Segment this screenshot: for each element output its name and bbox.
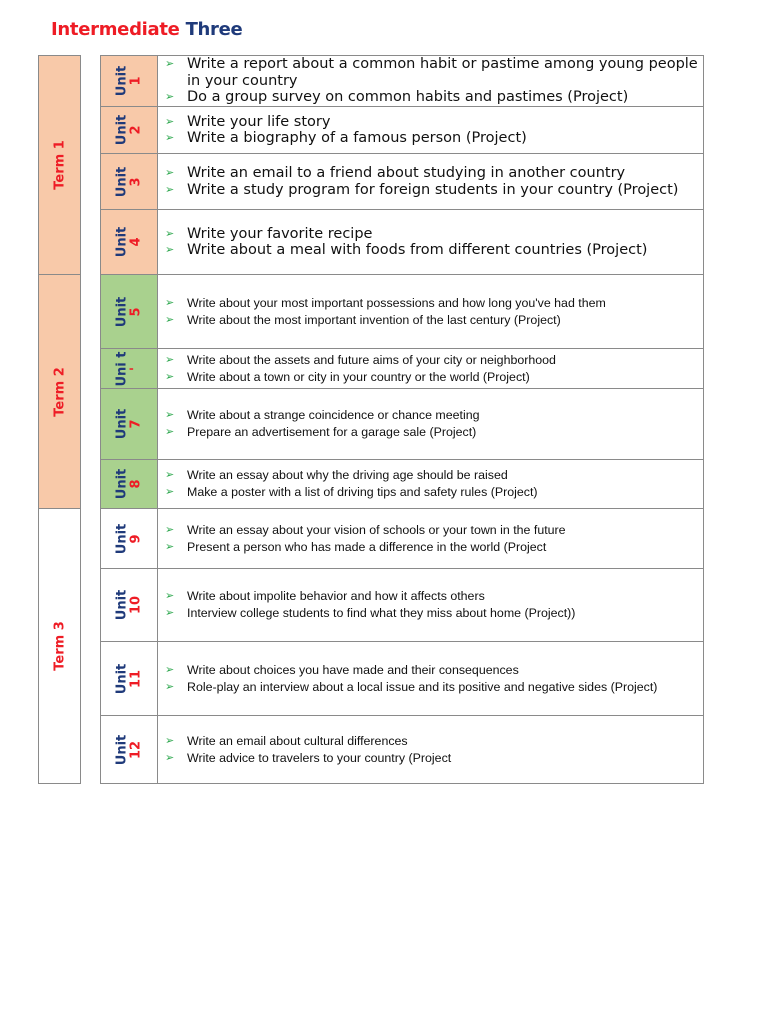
list-item bbox=[165, 182, 703, 199]
task-text: Write your life story bbox=[187, 113, 331, 130]
arrow-bullet-icon: ➢ bbox=[165, 57, 175, 71]
unit-label bbox=[115, 351, 142, 386]
unit-label-cell bbox=[101, 642, 158, 715]
list-item bbox=[165, 89, 703, 106]
list-item bbox=[165, 295, 703, 312]
arrow-bullet-icon: ➢ bbox=[165, 370, 175, 383]
unit-number: 7 bbox=[128, 419, 143, 429]
task-text: Interview college students to find what they miss about home (Project)) bbox=[187, 606, 576, 620]
table-row bbox=[100, 154, 704, 210]
unit-word: Unit bbox=[114, 663, 130, 694]
unit-word: Unit bbox=[114, 734, 130, 765]
list-item bbox=[165, 226, 703, 243]
unit-tasks bbox=[158, 460, 703, 508]
unit-tasks bbox=[158, 154, 703, 209]
list-item bbox=[165, 352, 703, 369]
task-text: Write about a town or city in your country or the world (Project) bbox=[187, 369, 530, 384]
unit-label bbox=[115, 590, 142, 620]
arrow-bullet-icon: ➢ bbox=[165, 426, 175, 438]
unit-number: 2 bbox=[128, 125, 143, 135]
unit-word: Unit bbox=[114, 296, 130, 327]
list-item bbox=[165, 467, 703, 484]
unit-label-cell bbox=[101, 509, 158, 568]
unit-label bbox=[115, 734, 142, 764]
unit-number: 1 bbox=[128, 76, 143, 86]
list-item bbox=[165, 522, 703, 539]
unit-label bbox=[115, 115, 142, 145]
arrow-bullet-icon: ➢ bbox=[165, 131, 175, 144]
unit-tasks bbox=[158, 349, 703, 388]
unit-number: 9 bbox=[128, 533, 143, 544]
list-item bbox=[165, 165, 703, 182]
list-item bbox=[165, 733, 703, 750]
unit-label-cell bbox=[101, 56, 158, 106]
unit-label bbox=[115, 523, 142, 553]
unit-tasks bbox=[158, 509, 703, 568]
table-row bbox=[100, 716, 704, 784]
unit-tasks bbox=[158, 642, 703, 715]
unit-label-cell bbox=[101, 460, 158, 508]
unit-number: 4 bbox=[128, 237, 143, 247]
task-text: Prepare an advertisement for a garage sale (Project) bbox=[187, 425, 477, 439]
unit-number: 12 bbox=[128, 740, 143, 759]
unit-tasks bbox=[158, 389, 703, 459]
arrow-bullet-icon: ➢ bbox=[165, 590, 175, 602]
unit-word: Unit bbox=[114, 468, 130, 500]
unit-tasks bbox=[158, 210, 703, 274]
arrow-bullet-icon: ➢ bbox=[165, 607, 175, 619]
task-text: Do a group survey on common habits and pastimes (Project) bbox=[187, 89, 629, 106]
task-text: Write an essay about your vision of schools or your town in the future bbox=[187, 522, 566, 537]
unit-word: Unit bbox=[114, 65, 130, 97]
table-row bbox=[100, 275, 704, 349]
table-row bbox=[100, 389, 704, 460]
list-item bbox=[165, 312, 703, 329]
arrow-bullet-icon: ➢ bbox=[165, 226, 175, 240]
arrow-bullet-icon: ➢ bbox=[165, 523, 175, 536]
task-text: Write your favorite recipe bbox=[187, 225, 373, 242]
unit-label-cell bbox=[101, 210, 158, 274]
arrow-bullet-icon: ➢ bbox=[165, 540, 175, 553]
page-title bbox=[51, 19, 242, 40]
unit-word: Unit bbox=[114, 408, 130, 440]
table-row bbox=[100, 460, 704, 509]
unit-number: 5 bbox=[128, 306, 143, 317]
list-item bbox=[165, 242, 703, 259]
unit-number: 3 bbox=[128, 176, 143, 187]
arrow-bullet-icon: ➢ bbox=[165, 313, 175, 326]
task-text: Write about impolite behavior and how it affects others bbox=[187, 589, 485, 603]
unit-label bbox=[115, 66, 142, 96]
task-text: Role-play an interview about a local issue and its positive and negative sides (Project) bbox=[187, 679, 658, 694]
table-row bbox=[100, 642, 704, 716]
unit-label bbox=[115, 227, 142, 257]
unit-tasks bbox=[158, 716, 703, 783]
list-item bbox=[165, 130, 703, 147]
arrow-bullet-icon: ➢ bbox=[165, 680, 175, 693]
arrow-bullet-icon: ➢ bbox=[165, 353, 175, 366]
arrow-bullet-icon: ➢ bbox=[165, 663, 175, 676]
term-label: Term 1 bbox=[52, 140, 67, 190]
list-item bbox=[165, 369, 703, 386]
unit-label-cell bbox=[101, 107, 158, 153]
task-text: Write a biography of a famous person (Project) bbox=[187, 130, 527, 146]
unit-label bbox=[115, 409, 142, 439]
task-text: Write a report about a common habit or pastime among young people in your country bbox=[187, 56, 698, 89]
list-item bbox=[165, 56, 703, 89]
unit-label-cell bbox=[101, 349, 158, 388]
arrow-bullet-icon: ➢ bbox=[165, 166, 175, 179]
term-cell bbox=[38, 509, 81, 784]
task-text: Write about the most important invention of the last century (Project) bbox=[187, 312, 561, 327]
unit-label bbox=[115, 469, 142, 499]
list-item bbox=[165, 588, 703, 605]
unit-label-cell bbox=[101, 275, 158, 348]
list-item bbox=[165, 484, 703, 501]
task-text: Write about a meal with foods from different countries (Project) bbox=[187, 242, 648, 258]
unit-table bbox=[100, 55, 704, 784]
table-row bbox=[100, 349, 704, 389]
arrow-bullet-icon: ➢ bbox=[165, 409, 175, 421]
unit-word: Unit bbox=[114, 226, 130, 258]
unit-label bbox=[115, 166, 142, 196]
term-label: Term 2 bbox=[52, 366, 67, 417]
task-text: Write about choices you have made and their consequences bbox=[187, 662, 519, 677]
arrow-bullet-icon: ➢ bbox=[165, 486, 175, 498]
list-item bbox=[165, 407, 703, 424]
task-text: Write a study program for foreign students in your country (Project) bbox=[187, 181, 679, 198]
arrow-bullet-icon: ➢ bbox=[165, 114, 175, 128]
list-item bbox=[165, 424, 703, 441]
title-intermediate: Intermediate bbox=[51, 19, 180, 40]
table-row bbox=[100, 509, 704, 569]
unit-label-cell bbox=[101, 716, 158, 783]
task-text: Present a person who has made a difference in the world (Project bbox=[187, 539, 547, 554]
term-cell bbox=[38, 55, 81, 275]
list-item bbox=[165, 114, 703, 131]
unit-number: ' bbox=[128, 366, 143, 371]
task-text: Write an email about cultural differences bbox=[187, 733, 408, 748]
table-row bbox=[100, 55, 704, 107]
list-item bbox=[165, 605, 703, 622]
arrow-bullet-icon: ➢ bbox=[165, 734, 175, 747]
unit-label-cell bbox=[101, 569, 158, 641]
unit-word: Unit bbox=[114, 114, 130, 146]
list-item bbox=[165, 539, 703, 556]
unit-number: 11 bbox=[128, 669, 143, 688]
unit-word: Unit bbox=[114, 166, 130, 197]
list-item bbox=[165, 662, 703, 679]
list-item bbox=[165, 679, 703, 696]
unit-word: Uni t bbox=[114, 350, 130, 387]
task-text: Make a poster with a list of driving tips and safety rules (Project) bbox=[187, 485, 538, 499]
unit-number: 10 bbox=[128, 595, 143, 615]
table-row bbox=[100, 107, 704, 154]
unit-label bbox=[115, 663, 142, 693]
task-text: Write an email to a friend about studying in another country bbox=[187, 165, 626, 181]
unit-label-cell bbox=[101, 389, 158, 459]
title-level: Three bbox=[185, 19, 243, 40]
task-text: Write about your most important possessions and how long you've had them bbox=[187, 295, 606, 310]
arrow-bullet-icon: ➢ bbox=[165, 243, 175, 256]
unit-tasks bbox=[158, 107, 703, 153]
term-cell bbox=[38, 275, 81, 509]
unit-tasks bbox=[158, 569, 703, 641]
arrow-bullet-icon: ➢ bbox=[165, 469, 175, 481]
arrow-bullet-icon: ➢ bbox=[165, 182, 175, 196]
unit-label bbox=[115, 296, 142, 326]
unit-tasks bbox=[158, 275, 703, 348]
arrow-bullet-icon: ➢ bbox=[165, 296, 175, 309]
unit-number: 8 bbox=[128, 479, 143, 489]
unit-word: Unit bbox=[114, 523, 130, 554]
task-text: Write advice to travelers to your country (Project bbox=[187, 750, 452, 765]
unit-tasks bbox=[158, 56, 703, 106]
table-row bbox=[100, 569, 704, 642]
arrow-bullet-icon: ➢ bbox=[165, 751, 175, 764]
table-row bbox=[100, 210, 704, 275]
task-text: Write about the assets and future aims of your city or neighborhood bbox=[187, 352, 556, 367]
unit-label-cell bbox=[101, 154, 158, 209]
unit-word: Unit bbox=[114, 589, 130, 621]
task-text: Write about a strange coincidence or chance meeting bbox=[187, 408, 480, 422]
term-label: Term 3 bbox=[52, 621, 67, 671]
list-item bbox=[165, 750, 703, 767]
arrow-bullet-icon: ➢ bbox=[165, 90, 175, 104]
task-text: Write an essay about why the driving age should be raised bbox=[187, 468, 508, 482]
